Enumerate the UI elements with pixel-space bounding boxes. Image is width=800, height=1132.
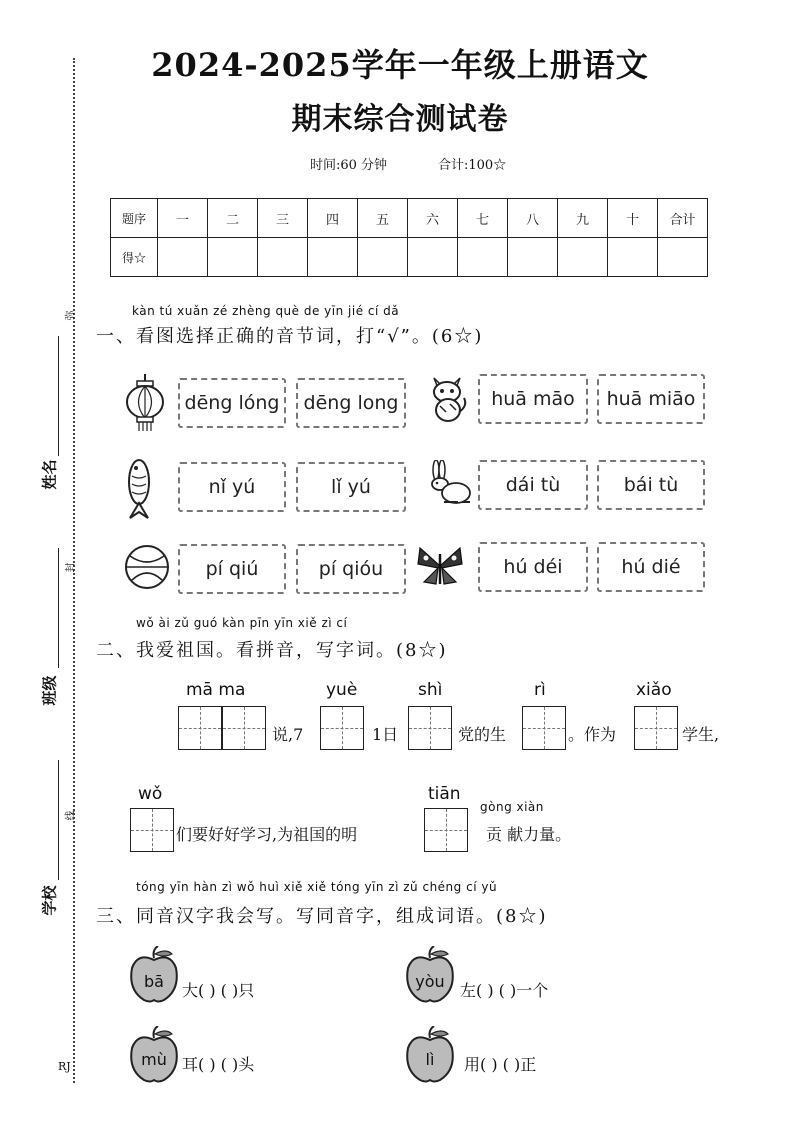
rj-mark: RJ	[58, 1060, 71, 1073]
pinyin-mama: mā ma	[186, 680, 246, 700]
score-cell[interactable]	[558, 238, 608, 277]
option-box[interactable]: hú dié	[597, 542, 705, 592]
pinyin-tian: tiān	[428, 784, 461, 804]
header-cell: 一	[158, 199, 208, 238]
header-cell: 七	[458, 199, 508, 238]
apple-pinyin: yòu	[415, 972, 445, 991]
option-box[interactable]: dēng lóng	[178, 378, 286, 428]
butterfly-icon	[416, 544, 464, 588]
header-cell: 五	[358, 199, 408, 238]
row-label: 得☆	[111, 238, 158, 277]
cat-icon	[426, 372, 470, 424]
q3-heading: 三、同音汉字我会写。写同音字，组成词语。(8☆)	[96, 906, 548, 927]
apple-pinyin: bā	[144, 972, 164, 991]
pinyin-yue: yuè	[326, 680, 358, 700]
score-table	[110, 198, 708, 277]
pinyin-xiao: xiǎo	[636, 680, 672, 700]
time-info: 时间:60 分钟	[310, 158, 388, 173]
score-cell[interactable]	[308, 238, 358, 277]
score-cell[interactable]	[258, 238, 308, 277]
total-info: 合计:100☆	[438, 158, 507, 173]
seal-mark-mi: 弥	[65, 310, 77, 321]
option-box[interactable]: huā māo	[478, 374, 588, 424]
name-label: 姓名	[40, 459, 59, 490]
sentence-text: 学生,	[682, 725, 720, 744]
q2-heading: 二、我爱祖国。看拼音，写字词。(8☆)	[96, 640, 448, 661]
sentence-text: 1日	[372, 725, 399, 744]
sentence-text: 贡 献力量。	[486, 825, 572, 844]
q1-pinyin: kàn tú xuǎn zé zhèng què de yīn jié cí dǎ	[132, 304, 400, 318]
page-title: 2024-2025学年一年级上册语文	[151, 46, 649, 84]
header-cell: 四	[308, 199, 358, 238]
option-box[interactable]: huā miāo	[597, 374, 705, 424]
writing-grid[interactable]	[178, 706, 222, 750]
pinyin-ri: rì	[534, 680, 546, 700]
header-cell: 八	[508, 199, 558, 238]
header-cell: 合计	[658, 199, 708, 238]
writing-grid[interactable]	[130, 808, 174, 852]
class-line[interactable]	[58, 548, 59, 668]
q2-pinyin: wǒ ài zǔ guó kàn pīn yīn xiě zì cí	[136, 616, 348, 630]
apple-pinyin: mù	[141, 1050, 167, 1069]
option-box[interactable]: pí qiú	[178, 544, 286, 594]
fill-line[interactable]: 大( ) ( )只	[182, 981, 255, 1000]
option-box[interactable]: nǐ yú	[178, 462, 286, 512]
option-box[interactable]: hú déi	[478, 542, 588, 592]
score-cell[interactable]	[358, 238, 408, 277]
option-box[interactable]: bái tù	[597, 460, 705, 510]
score-cell[interactable]	[608, 238, 658, 277]
school-line[interactable]	[58, 760, 59, 880]
writing-grid[interactable]	[522, 706, 566, 750]
pinyin-shi: shì	[418, 680, 443, 700]
score-cell[interactable]	[408, 238, 458, 277]
option-box[interactable]: dēng long	[296, 378, 406, 428]
writing-grid[interactable]	[634, 706, 678, 750]
seal-mark-xian: 线	[65, 810, 77, 821]
fill-line[interactable]: 左( ) ( )一个	[460, 981, 549, 1000]
option-box[interactable]: lǐ yú	[296, 462, 406, 512]
header-cell: 题序	[111, 199, 158, 238]
class-label: 班级	[40, 675, 59, 706]
option-box[interactable]: dái tù	[478, 460, 588, 510]
apple-pinyin: lì	[425, 1050, 435, 1069]
writing-grid[interactable]	[320, 706, 364, 750]
score-cell[interactable]	[658, 238, 708, 277]
pinyin-wo: wǒ	[138, 784, 163, 804]
fill-line[interactable]: 用( ) ( )正	[464, 1055, 537, 1074]
fish-icon	[124, 458, 154, 520]
fill-line[interactable]: 耳( ) ( )头	[182, 1055, 255, 1074]
header-cell: 九	[558, 199, 608, 238]
score-value-row	[111, 238, 708, 277]
rabbit-icon	[424, 460, 474, 506]
sentence-text: 说,7	[272, 725, 304, 744]
score-cell[interactable]	[208, 238, 258, 277]
seal-mark-feng: 封	[65, 562, 77, 573]
school-label: 学校	[40, 885, 59, 916]
score-cell[interactable]	[508, 238, 558, 277]
header-cell: 六	[408, 199, 458, 238]
pinyin-gongxian: gòng xiàn	[480, 800, 544, 814]
ball-icon	[124, 544, 170, 590]
page-subtitle: 期末综合测试卷	[291, 102, 509, 137]
header-cell: 二	[208, 199, 258, 238]
sentence-text: 们要好好学习,为祖国的明	[176, 825, 358, 844]
header-cell: 十	[608, 199, 658, 238]
sentence-text: 。作为	[568, 725, 617, 744]
q3-pinyin: tóng yīn hàn zì wǒ huì xiě xiě tóng yīn zì zǔ chéng cí yǔ	[136, 880, 498, 894]
header-cell: 三	[258, 199, 308, 238]
writing-grid[interactable]	[424, 808, 468, 852]
option-box[interactable]: pí qióu	[296, 544, 406, 594]
q1-heading: 一、看图选择正确的音节词，打“√”。(6☆)	[96, 326, 484, 347]
writing-grid[interactable]	[408, 706, 452, 750]
score-cell[interactable]	[158, 238, 208, 277]
writing-grid[interactable]	[222, 706, 266, 750]
score-cell[interactable]	[458, 238, 508, 277]
name-line[interactable]	[58, 336, 59, 456]
sentence-text: 党的生	[458, 725, 507, 744]
lantern-icon	[124, 374, 166, 432]
score-header-row	[111, 199, 708, 238]
